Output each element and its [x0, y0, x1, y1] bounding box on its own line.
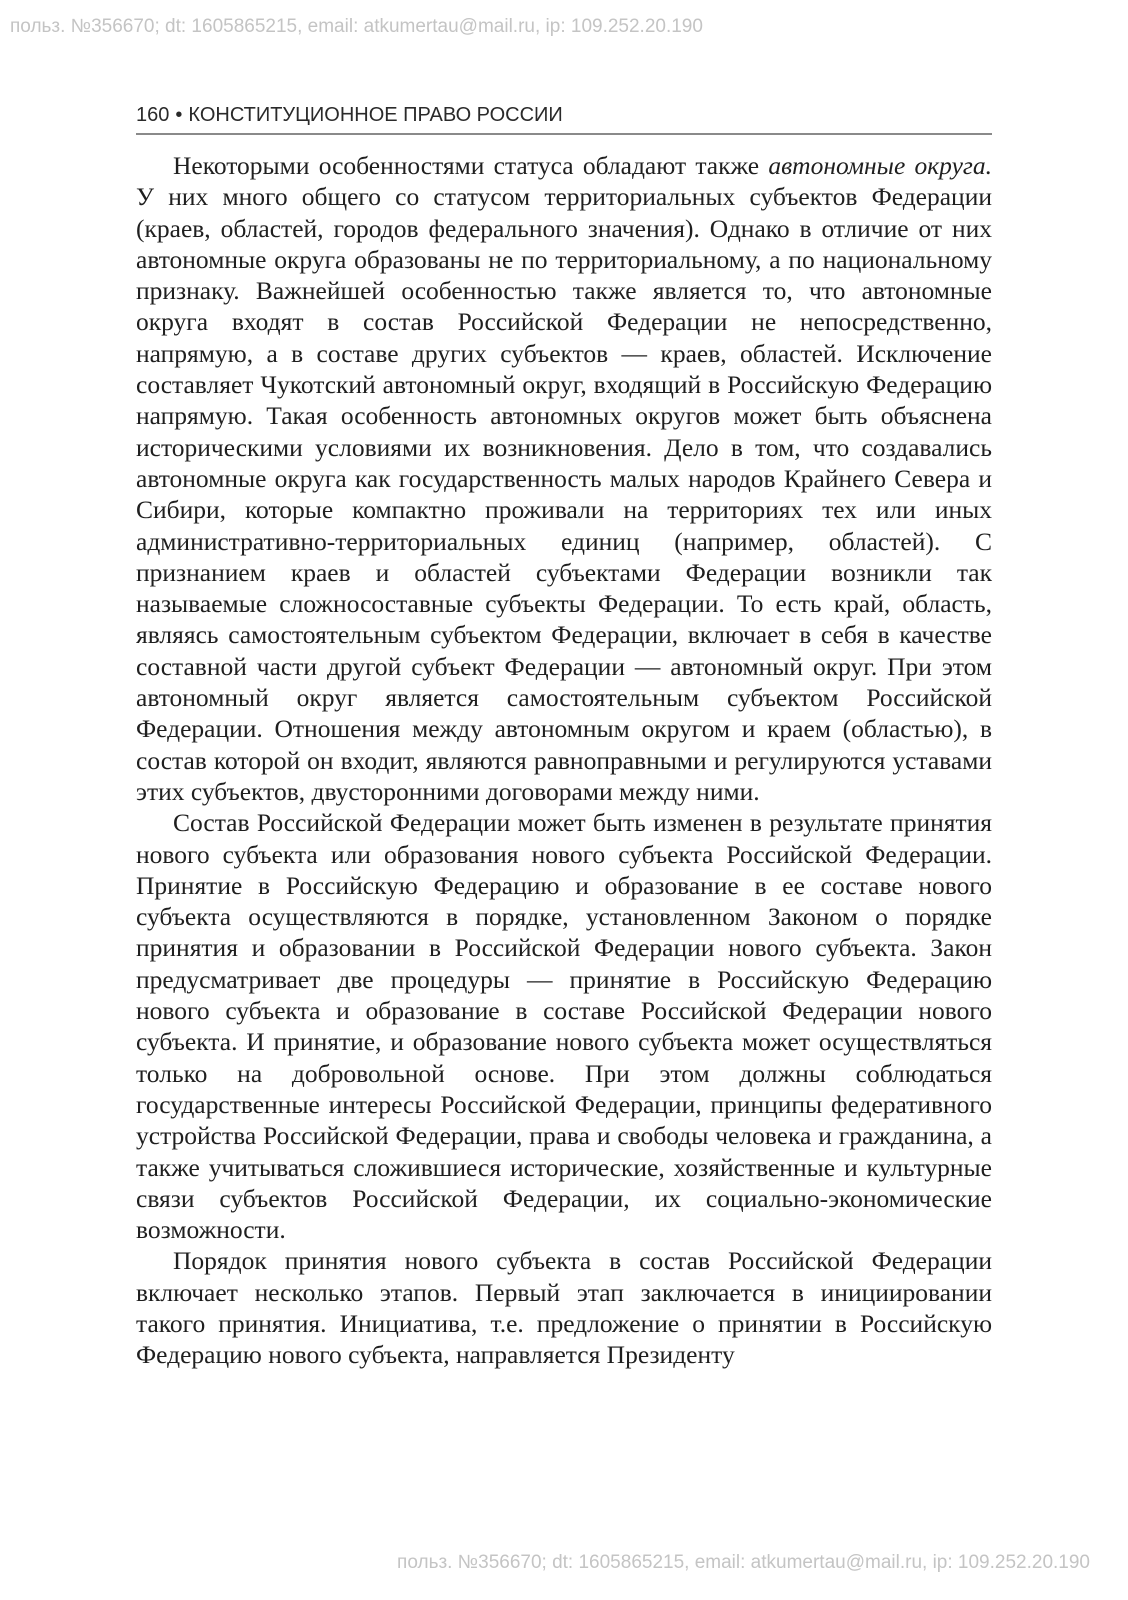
paragraph-1-rest: У них много общего со статусом территориальных субъектов Федерации (краев, областей, городов федерального значения). Однако в отличие от них автономные округа образованы не по территориальному, а по национальному признаку. Важнейшей особенностью также является то, что автономные округа входят в состав Российской Федерации не непосредственно, напрямую, а в составе других субъектов — краев, областей. Исключение составляет Чукотский автономный округ, входящий в Российскую Федерацию напрямую. Такая особенность автономных округов может быть объяснена историческими условиями их возникновения. Дело в том, что создавались автономные округа как государственность малых народов Крайнего Севера и Сибири, которые компактно проживали на территориях тех или иных административно-территориальных единиц (например, областей). С признанием краев и областей субъектами Федерации возникли так называемые сложносоставные субъекты Федерации. То есть край, область, являясь самостоятельным субъектом Федерации, включает в себя в качестве составной части другой субъект Федерации — автономный округ. При этом автономный округ является самостоятельным субъектом Российской Федерации. Отношения между автономным округом и краем (областью), в состав которой он входит, являются равноправными и регулируются уставами этих субъектов, двусторонними договорами между ними.: [136, 182, 992, 806]
book-title: КОНСТИТУЦИОННОЕ ПРАВО РОССИИ: [188, 104, 563, 126]
paragraph-1: [136, 150, 992, 807]
paragraph-1-start: Некоторыми особенностями статуса обладают также: [173, 151, 769, 180]
paragraph-2: Состав Российской Федерации может быть изменен в результате принятия нового субъекта или образования нового субъекта Российской Федерации. Принятие в Российскую Федерацию и образование в ее составе нового субъекта осуществляются в порядке, установленном Законом о порядке принятия и образовании в Российской Федерации нового субъекта. Закон предусматривает две процедуры — принятие в Российскую Федерацию нового субъекта и образование в составе Российской Федерации нового субъекта. И принятие, и образование нового субъекта может осуществляться только на добровольной основе. При этом должны соблюдаться государственные интересы Российской Федерации, принципы федеративного устройства Российской Федерации, права и свободы человека и гражданина, а также учитываться сложившиеся исторические, хозяйственные и культурные связи субъектов Российской Федерации, их социально-экономические возможности.: [136, 808, 992, 1245]
body-text: [136, 150, 992, 1371]
paragraph-1-emphasis: автономные округа.: [768, 151, 992, 180]
watermark-top: польз. №356670; dt: 1605865215, email: atkumertau@mail.ru, ip: 109.252.20.190: [10, 16, 703, 37]
page-number: 160: [136, 104, 170, 126]
header-separator: •: [175, 104, 183, 126]
paragraph-3: Порядок принятия нового субъекта в состав Российской Федерации включает несколько этапов. Первый этап заключается в инициировании такого принятия. Инициатива, т.е. предложение о принятии в Российскую Федерацию нового субъекта, направляется Президенту: [136, 1246, 992, 1370]
running-head: [136, 104, 992, 135]
watermark-bottom: польз. №356670; dt: 1605865215, email: atkumertau@mail.ru, ip: 109.252.20.190: [397, 1552, 1090, 1573]
